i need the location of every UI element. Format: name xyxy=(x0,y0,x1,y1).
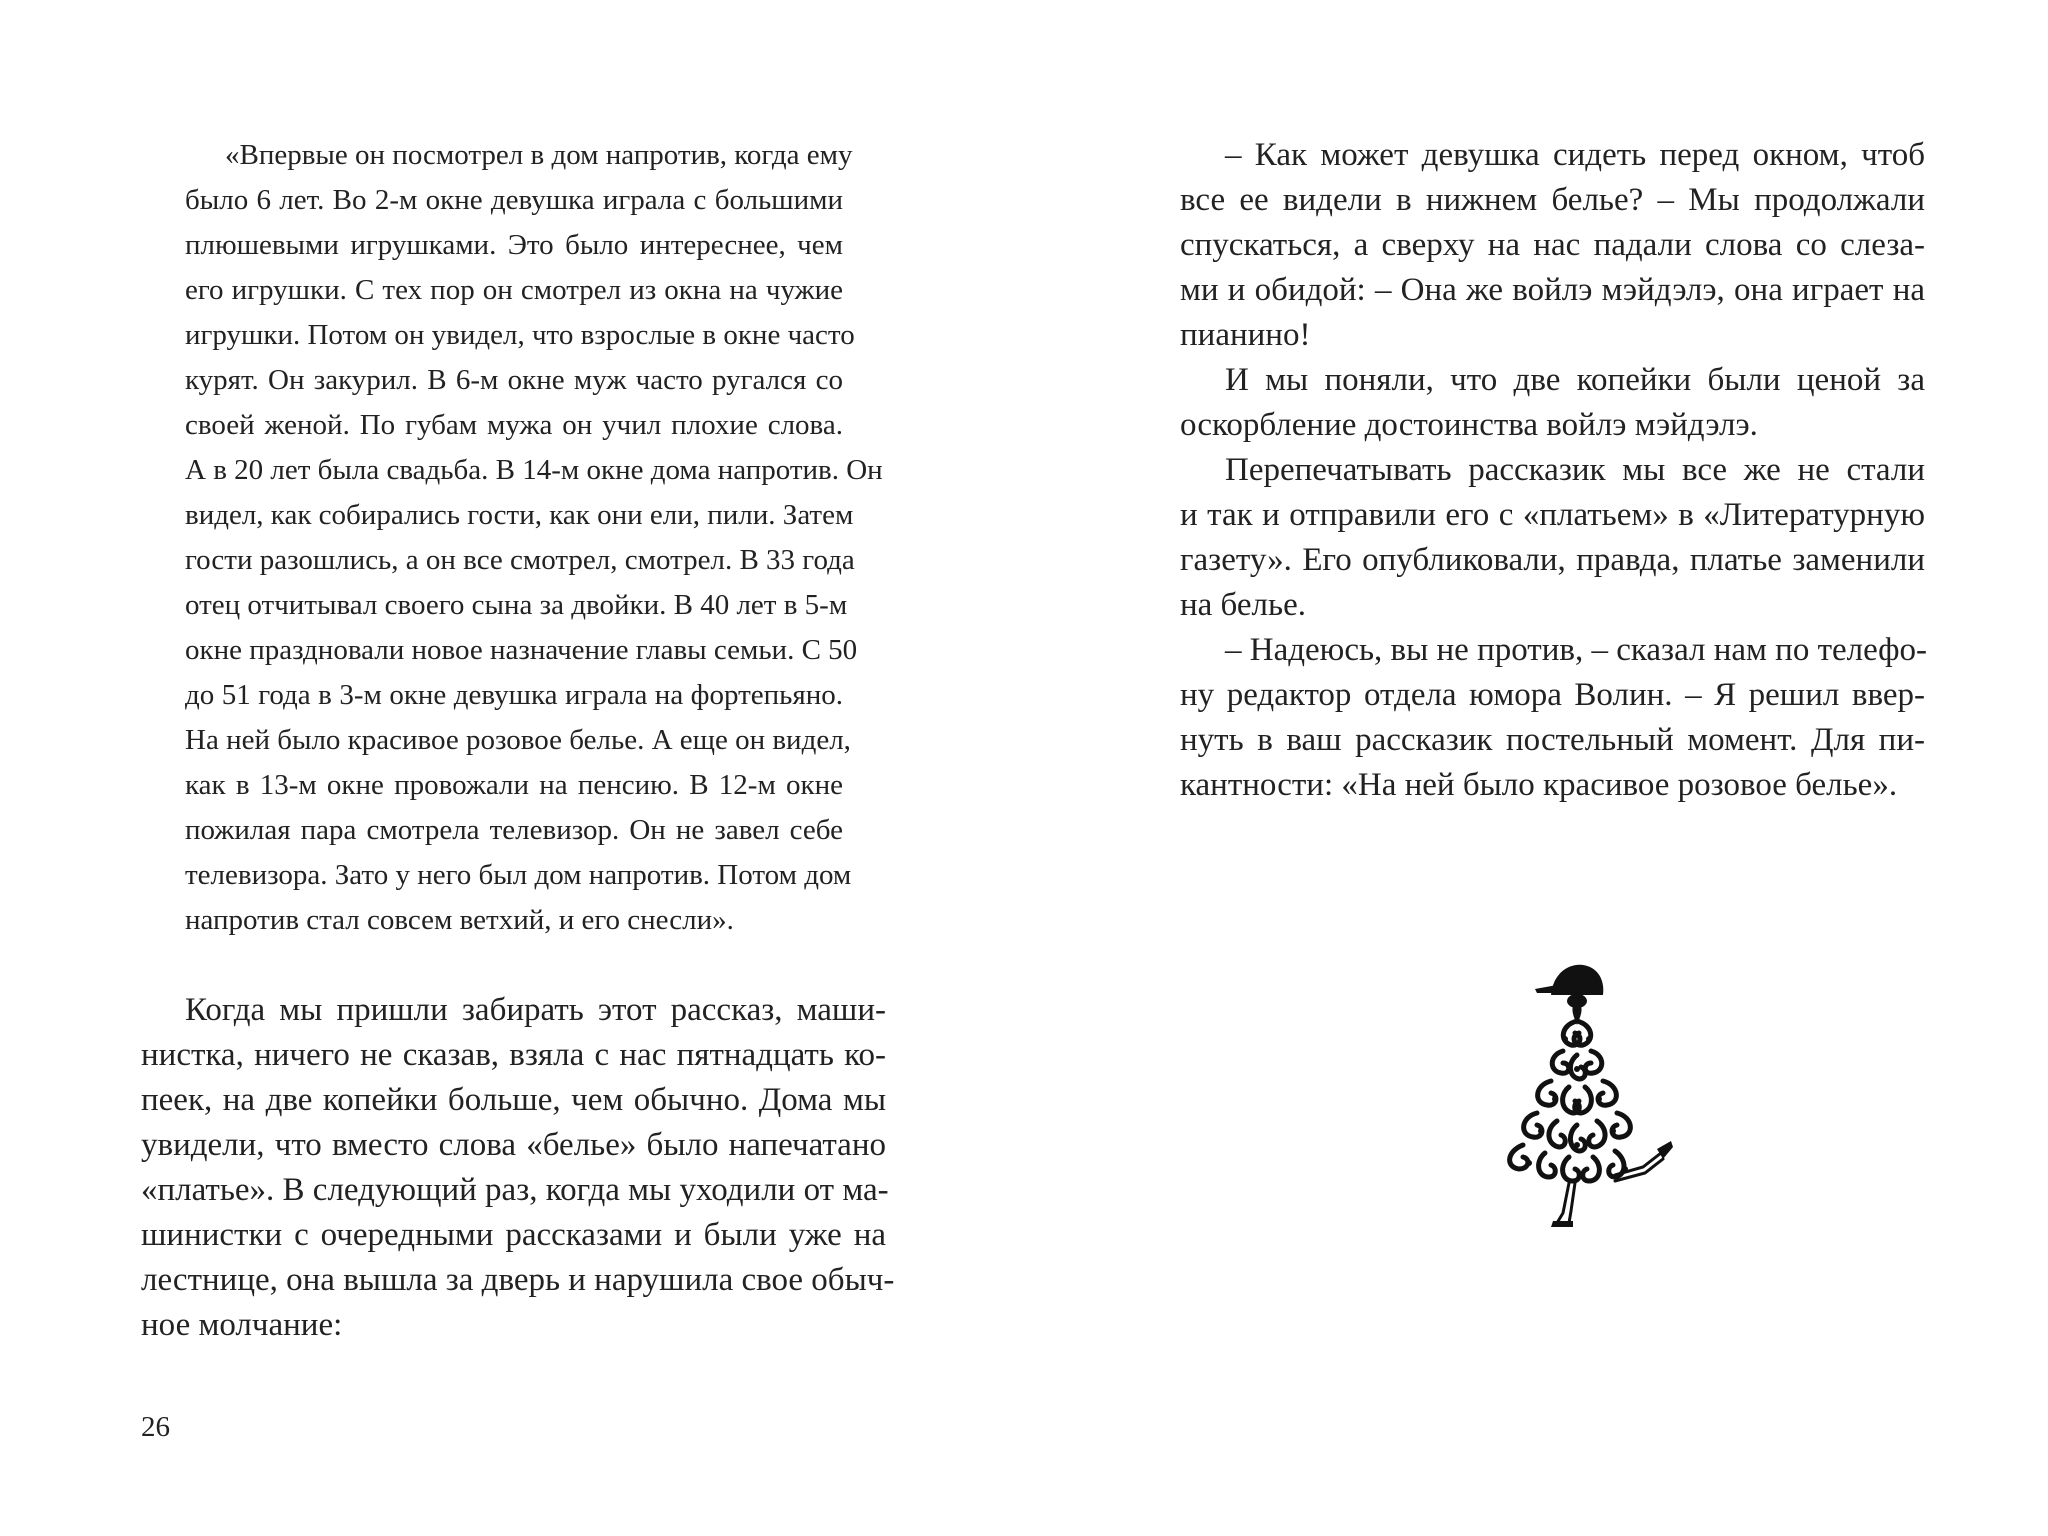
body-line: лестнице, она вышла за дверь и нарушила свое обыч- xyxy=(141,1262,895,1298)
quote-line: А в 20 лет была свадьба. В 14-м окне дома напротив. Он xyxy=(185,454,883,486)
body-line: на белье. xyxy=(1180,587,1306,623)
quote-line: плюшевыми игрушками. Это было интереснее, чем xyxy=(185,229,843,261)
body-line: оскорбление достоинства войлэ мэйдэлэ. xyxy=(1180,407,1758,443)
quote-line: своей женой. По губам мужа он учил плохие слова. xyxy=(185,409,843,441)
quote-line: окне праздновали новое назначение главы семьи. С 50 xyxy=(185,634,858,666)
body-line: ми и обидой: – Она же войлэ мэйдэлэ, она играет на xyxy=(1180,272,1925,308)
body-line: – Как может девушка сидеть перед окном, чтоб xyxy=(1225,137,1925,173)
quote-line: до 51 года в 3-м окне девушка играла на фортепьяно. xyxy=(185,679,843,711)
quote-line: гости разошлись, а он все смотрел, смотрел. В 33 года xyxy=(185,544,855,576)
quote-line: пожилая пара смотрела телевизор. Он не завел себе xyxy=(185,814,843,846)
quote-line: игрушки. Потом он увидел, что взрослые в окне часто xyxy=(185,319,855,351)
body-line: И мы поняли, что две копейки были ценой за xyxy=(1225,362,1925,398)
ornamental-dress-silhouette-icon xyxy=(1465,955,1690,1235)
body-line: ное молчание: xyxy=(141,1307,343,1343)
quote-line: курят. Он закурил. В 6-м окне муж часто ругался со xyxy=(185,364,843,396)
body-line: нистка, ничего не сказав, взяла с нас пятнадцать ко- xyxy=(141,1037,886,1073)
body-line: шинистки с очередными рассказами и были уже на xyxy=(141,1217,886,1253)
body-line: пеек, на две копейки больше, чем обычно. Дома мы xyxy=(141,1082,886,1118)
body-line: кантности: «На ней было красивое розовое белье». xyxy=(1180,767,1898,803)
quote-line: было 6 лет. Во 2-м окне девушка играла с большими xyxy=(185,184,843,216)
quote-line: «Впервые он посмотрел в дом напротив, когда ему xyxy=(225,139,853,171)
body-line: газету». Его опубликовали, правда, платье заменили xyxy=(1180,542,1925,578)
body-line: – Надеюсь, вы не против, – сказал нам по телефо- xyxy=(1225,632,1928,668)
page-number: 26 xyxy=(141,1411,170,1443)
quote-line: отец отчитывал своего сына за двойки. В 40 лет в 5-м xyxy=(185,589,848,621)
quote-line: телевизора. Зато у него был дом напротив. Потом дом xyxy=(185,859,852,891)
quote-line: На ней было красивое розовое белье. А еще он видел, xyxy=(185,724,851,756)
quote-line: видел, как собирались гости, как они ели, пили. Затем xyxy=(185,499,854,531)
body-line: увидели, что вместо слова «белье» было напечатано xyxy=(141,1127,886,1163)
body-line: пианино! xyxy=(1180,317,1311,353)
body-line: и так и отправили его с «платьем» в «Литературную xyxy=(1180,497,1925,533)
body-line: все ее видели в нижнем белье? – Мы продолжали xyxy=(1180,182,1925,218)
quote-line: напротив стал совсем ветхий, и его снесли». xyxy=(185,904,734,936)
quote-line: его игрушки. С тех пор он смотрел из окна на чужие xyxy=(185,274,843,306)
body-line: Когда мы пришли забирать этот рассказ, маши- xyxy=(185,992,886,1028)
body-line: спускаться, а сверху на нас падали слова со слеза- xyxy=(1180,227,1925,263)
body-line: «платье». В следующий раз, когда мы уходили от ма- xyxy=(141,1172,889,1208)
body-line: ну редактор отдела юмора Волин. – Я решил ввер- xyxy=(1180,677,1925,713)
quote-line: как в 13-м окне провожали на пенсию. В 12-м окне xyxy=(185,769,843,801)
body-line: Перепечатывать рассказик мы все же не стали xyxy=(1225,452,1925,488)
body-line: нуть в ваш рассказик постельный момент. Для пи- xyxy=(1180,722,1925,758)
